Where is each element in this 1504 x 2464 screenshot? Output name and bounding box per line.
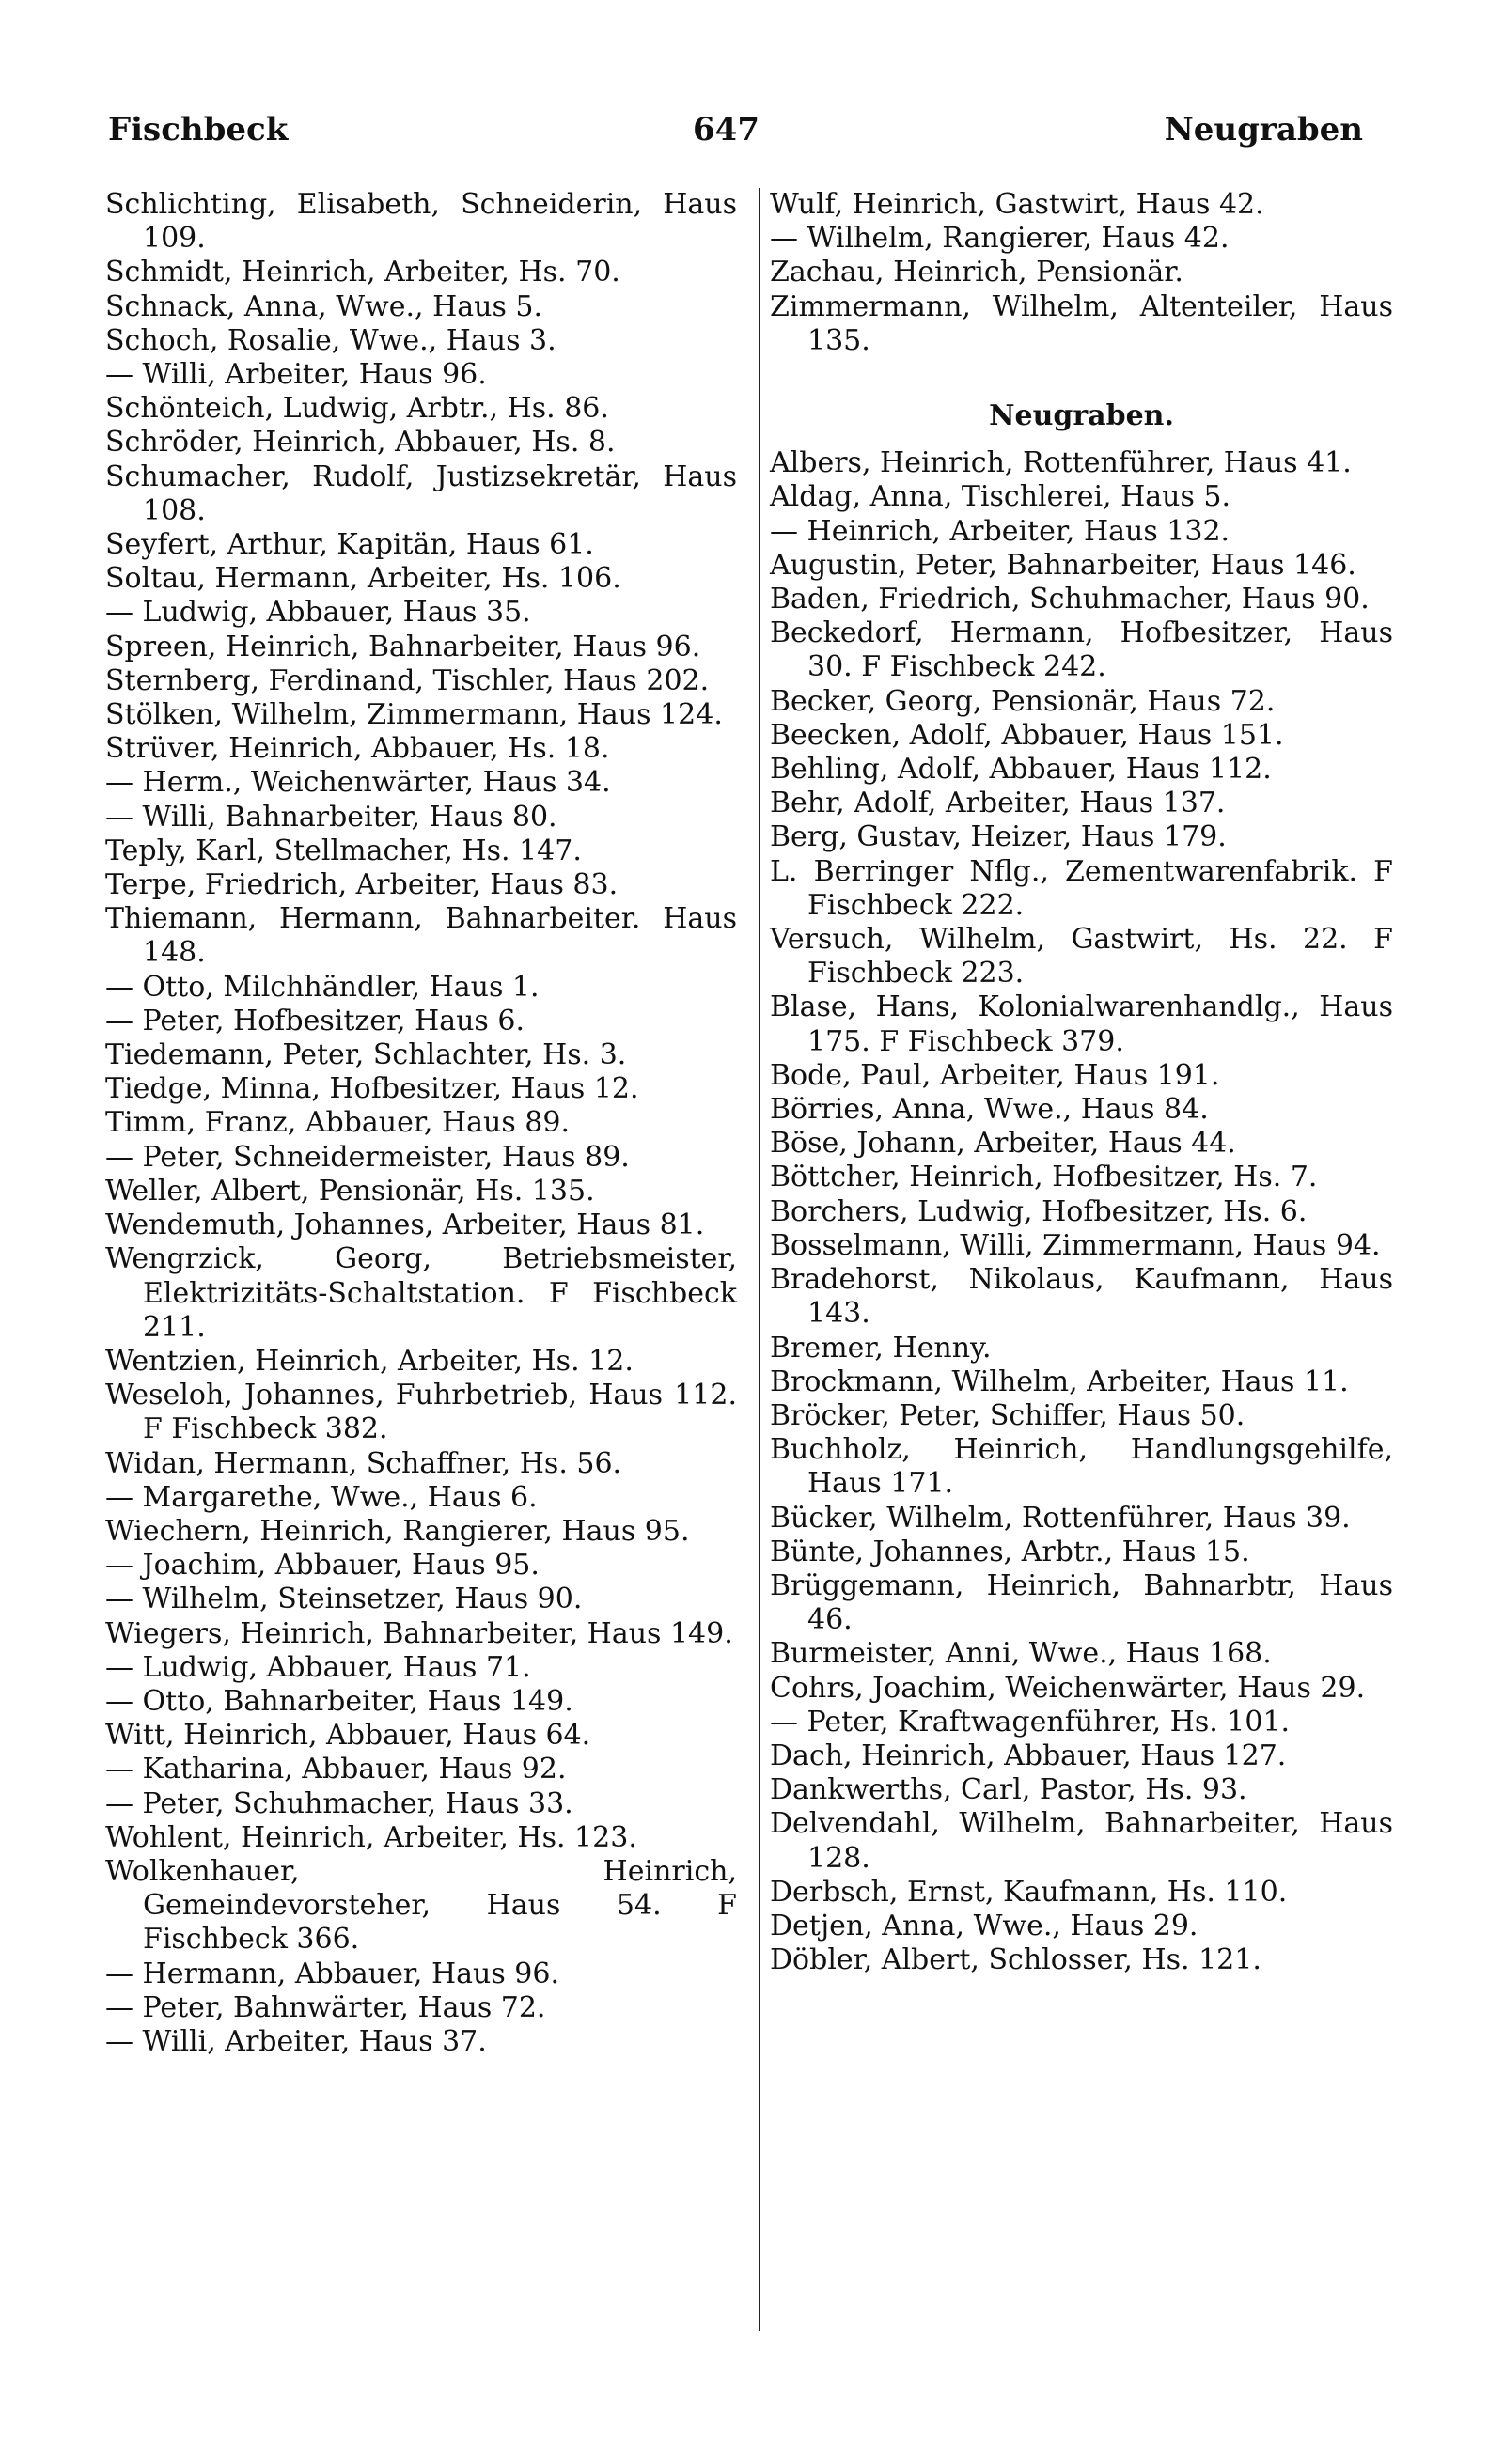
directory-entry: — Peter, Bahnwärter, Haus 72. bbox=[105, 1990, 546, 2024]
directory-entry: Schröder, Heinrich, Abbauer, Hs. 8. bbox=[105, 426, 616, 460]
directory-entry: Detjen, Anna, Wwe., Haus 29. bbox=[770, 1909, 1198, 1942]
directory-entry: Spreen, Heinrich, Bahnarbeiter, Haus 96. bbox=[105, 630, 701, 663]
directory-entry: Aldag, Anna, Tischlerei, Haus 5. bbox=[770, 480, 1231, 514]
directory-entry: Brüggemann, Heinrich, Bahnarbtr, Haus 46. bbox=[770, 1568, 1393, 1637]
header-left-locality: Fischbeck bbox=[108, 111, 289, 148]
directory-entry: Augustin, Peter, Bahnarbeiter, Haus 146. bbox=[770, 548, 1356, 582]
directory-entry: Delvendahl, Wilhelm, Bahnarbeiter, Haus 128. bbox=[770, 1807, 1393, 1875]
directory-entry: Wengrzick, Georg, Betriebsmeister, Elektrizitäts-Schaltstation. F Fischbeck 211. bbox=[105, 1242, 737, 1344]
page-header bbox=[108, 111, 1363, 148]
directory-entry: Tiedemann, Peter, Schlachter, Hs. 3. bbox=[105, 1038, 627, 1072]
directory-entry: — Heinrich, Arbeiter, Haus 132. bbox=[770, 514, 1230, 548]
directory-entry: — Willi, Arbeiter, Haus 37. bbox=[105, 2024, 487, 2058]
directory-entry: Seyfert, Arthur, Kapitän, Haus 61. bbox=[105, 528, 594, 562]
directory-entry: — Willi, Bahnarbeiter, Haus 80. bbox=[105, 800, 557, 834]
directory-entry: — Peter, Schuhmacher, Haus 33. bbox=[105, 1786, 573, 1820]
directory-entry: Berg, Gustav, Heizer, Haus 179. bbox=[770, 820, 1227, 854]
directory-entry: Bröcker, Peter, Schiffer, Haus 50. bbox=[770, 1398, 1246, 1432]
directory-entry: Timm, Franz, Abbauer, Haus 89. bbox=[105, 1106, 570, 1140]
directory-entry: Versuch, Wilhelm, Gastwirt, Hs. 22. F Fischbeck 223. bbox=[770, 923, 1393, 990]
directory-entry: Schumacher, Rudolf, Justizsekretär, Haus 108. bbox=[105, 460, 737, 527]
directory-entry: — Peter, Hofbesitzer, Haus 6. bbox=[105, 1004, 525, 1037]
directory-entry: Dach, Heinrich, Abbauer, Haus 127. bbox=[770, 1739, 1287, 1772]
directory-entry: Zimmermann, Wilhelm, Altenteiler, Haus 135. bbox=[770, 289, 1393, 357]
directory-entry: Wiechern, Heinrich, Rangierer, Haus 95. bbox=[105, 1514, 690, 1548]
directory-entry: Teply, Karl, Stellmacher, Hs. 147. bbox=[105, 834, 582, 867]
directory-entry: — Herm., Weichenwärter, Haus 34. bbox=[105, 766, 611, 800]
directory-entry: Bode, Paul, Arbeiter, Haus 191. bbox=[770, 1058, 1220, 1092]
directory-entry: Wendemuth, Johannes, Arbeiter, Haus 81. bbox=[105, 1209, 705, 1242]
directory-entry: Widan, Hermann, Schaffner, Hs. 56. bbox=[105, 1446, 622, 1480]
directory-entry: Behling, Adolf, Abbauer, Haus 112. bbox=[770, 753, 1272, 787]
directory-entry: Becker, Georg, Pensionär, Haus 72. bbox=[770, 684, 1276, 718]
directory-entry: Soltau, Hermann, Arbeiter, Hs. 106. bbox=[105, 562, 621, 596]
directory-entry: Schlichting, Elisabeth, Schneiderin, Haus 109. bbox=[105, 188, 737, 256]
directory-entry: — Katharina, Abbauer, Haus 92. bbox=[105, 1753, 567, 1786]
directory-entry: Wolkenhauer, Heinrich, Gemeindevorsteher, Haus 54. F Fischbeck 366. bbox=[105, 1854, 737, 1957]
directory-entry: Cohrs, Joachim, Weichenwärter, Haus 29. bbox=[770, 1671, 1366, 1705]
directory-entry: — Peter, Kraftwagenführer, Hs. 101. bbox=[770, 1705, 1291, 1739]
right-column bbox=[759, 188, 1393, 2331]
right-column-neugraben-entries bbox=[770, 446, 1393, 1977]
directory-entry: — Otto, Bahnarbeiter, Haus 149. bbox=[105, 1684, 573, 1718]
directory-entry: — Ludwig, Abbauer, Haus 71. bbox=[105, 1650, 531, 1684]
directory-columns bbox=[105, 188, 1393, 2349]
directory-entry: Tiedge, Minna, Hofbesitzer, Haus 12. bbox=[105, 1072, 639, 1106]
directory-entry: Blase, Hans, Kolonialwarenhandlg., Haus 175. F Fischbeck 379. bbox=[770, 990, 1393, 1058]
directory-entry: Bremer, Henny. bbox=[770, 1331, 992, 1365]
directory-entry: Weseloh, Johannes, Fuhrbetrieb, Haus 112. F Fischbeck 382. bbox=[105, 1379, 737, 1446]
directory-entry: — Wilhelm, Rangierer, Haus 42. bbox=[770, 222, 1230, 256]
left-column bbox=[105, 188, 737, 2059]
directory-entry: Beecken, Adolf, Abbauer, Haus 151. bbox=[770, 718, 1284, 752]
directory-entry: Bünte, Johannes, Arbtr., Haus 15. bbox=[770, 1535, 1250, 1568]
directory-entry: Wentzien, Heinrich, Arbeiter, Hs. 12. bbox=[105, 1344, 634, 1378]
directory-entry: Albers, Heinrich, Rottenführer, Haus 41. bbox=[770, 446, 1352, 480]
directory-entry: Strüver, Heinrich, Abbauer, Hs. 18. bbox=[105, 732, 610, 766]
page-number: 647 bbox=[693, 111, 760, 148]
directory-entry: Stölken, Wilhelm, Zimmermann, Haus 124. bbox=[105, 698, 723, 732]
directory-entry: Witt, Heinrich, Abbauer, Haus 64. bbox=[105, 1719, 591, 1753]
directory-entry: Baden, Friedrich, Schuhmacher, Haus 90. bbox=[770, 583, 1370, 616]
directory-entry: Zachau, Heinrich, Pensionär. bbox=[770, 256, 1183, 289]
directory-entry: Sternberg, Ferdinand, Tischler, Haus 202. bbox=[105, 663, 710, 697]
directory-entry: — Joachim, Abbauer, Haus 95. bbox=[105, 1549, 540, 1583]
directory-entry: Buchholz, Heinrich, Handlungsgehilfe, Haus 171. bbox=[770, 1433, 1393, 1501]
directory-entry: — Hermann, Abbauer, Haus 96. bbox=[105, 1957, 560, 1990]
directory-entry: Borchers, Ludwig, Hofbesitzer, Hs. 6. bbox=[770, 1194, 1308, 1228]
directory-entry: — Margarethe, Wwe., Haus 6. bbox=[105, 1480, 538, 1514]
directory-entry: — Otto, Milchhändler, Haus 1. bbox=[105, 970, 540, 1004]
directory-entry: Schmidt, Heinrich, Arbeiter, Hs. 70. bbox=[105, 256, 620, 289]
directory-entry: Börries, Anna, Wwe., Haus 84. bbox=[770, 1093, 1209, 1127]
directory-entry: Bradehorst, Nikolaus, Kaufmann, Haus 143. bbox=[770, 1263, 1393, 1331]
directory-entry: Wiegers, Heinrich, Bahnarbeiter, Haus 149. bbox=[105, 1616, 733, 1650]
directory-entry: — Peter, Schneidermeister, Haus 89. bbox=[105, 1140, 630, 1174]
directory-entry: Wohlent, Heinrich, Arbeiter, Hs. 123. bbox=[105, 1820, 637, 1854]
directory-entry: Böttcher, Heinrich, Hofbesitzer, Hs. 7. bbox=[770, 1161, 1318, 1194]
directory-entry: Döbler, Albert, Schlosser, Hs. 121. bbox=[770, 1943, 1261, 1977]
right-column-top-entries bbox=[770, 188, 1393, 358]
directory-entry: Brockmann, Wilhelm, Arbeiter, Haus 11. bbox=[770, 1365, 1349, 1398]
directory-entry: — Wilhelm, Steinsetzer, Haus 90. bbox=[105, 1583, 583, 1616]
directory-entry: Weller, Albert, Pensionär, Hs. 135. bbox=[105, 1174, 595, 1208]
section-heading: Neugraben. bbox=[989, 399, 1174, 433]
directory-entry: Bosselmann, Willi, Zimmermann, Haus 94. bbox=[770, 1228, 1381, 1262]
directory-entry: Beckedorf, Hermann, Hofbesitzer, Haus 30. F Fischbeck 242. bbox=[770, 616, 1393, 684]
directory-entry: Schoch, Rosalie, Wwe., Haus 3. bbox=[105, 323, 556, 357]
directory-entry: Derbsch, Ernst, Kaufmann, Hs. 110. bbox=[770, 1875, 1288, 1909]
directory-entry: — Ludwig, Abbauer, Haus 35. bbox=[105, 596, 531, 630]
directory-entry: — Willi, Arbeiter, Haus 96. bbox=[105, 358, 487, 392]
directory-entry: Terpe, Friedrich, Arbeiter, Haus 83. bbox=[105, 868, 619, 902]
directory-entry: Burmeister, Anni, Wwe., Haus 168. bbox=[770, 1637, 1272, 1671]
header-right-locality: Neugraben bbox=[1164, 111, 1363, 148]
directory-entry: Thiemann, Hermann, Bahnarbeiter. Haus 148. bbox=[105, 902, 737, 970]
directory-entry: Böse, Johann, Arbeiter, Haus 44. bbox=[770, 1127, 1236, 1161]
directory-entry: Schönteich, Ludwig, Arbtr., Hs. 86. bbox=[105, 392, 609, 426]
directory-entry: Dankwerths, Carl, Pastor, Hs. 93. bbox=[770, 1773, 1247, 1807]
directory-entry: Behr, Adolf, Arbeiter, Haus 137. bbox=[770, 787, 1226, 820]
directory-entry: Schnack, Anna, Wwe., Haus 5. bbox=[105, 289, 542, 323]
directory-entry: L. Berringer Nflg., Zementwarenfabrik. F Fischbeck 222. bbox=[770, 854, 1393, 922]
directory-entry: Wulf, Heinrich, Gastwirt, Haus 42. bbox=[770, 188, 1264, 221]
directory-entry: Bücker, Wilhelm, Rottenführer, Haus 39. bbox=[770, 1501, 1351, 1535]
